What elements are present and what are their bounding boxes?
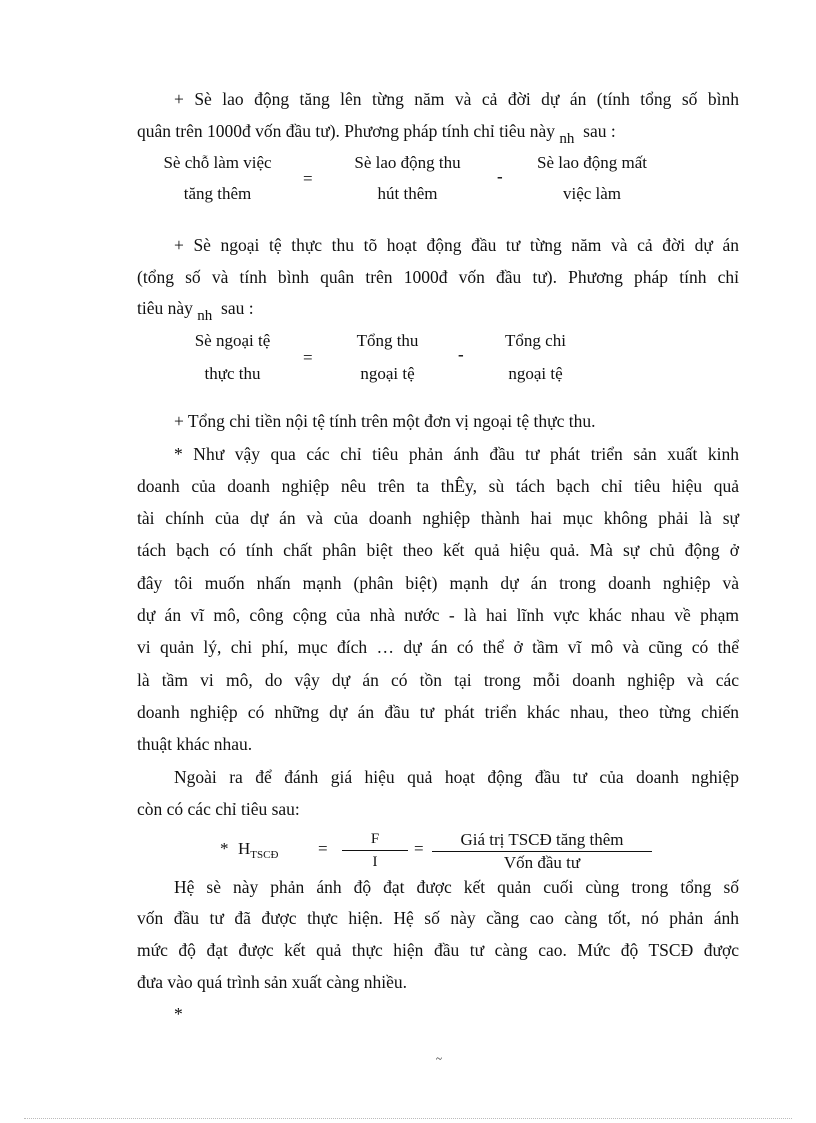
paragraph-foreign-suffix: sau : bbox=[221, 298, 254, 318]
nh-fragment: nh bbox=[559, 131, 575, 147]
nh-fragment: nh bbox=[197, 308, 213, 324]
formula3-h-subscript: TSCĐ bbox=[250, 849, 279, 861]
paragraph-foreign-line-2: (tổng số và tính bình quân trên 1000đ vốn đầu tư). Phương pháp tính chỉ bbox=[137, 267, 739, 287]
paragraph-summary-line-6: dự án vĩ mô, công cộng của nhà nước - là hai lĩnh vực khác nhau về phạm bbox=[137, 605, 739, 625]
formula2-minus: - bbox=[458, 345, 464, 364]
formula2-mid-top: Tổng thu bbox=[356, 331, 419, 350]
formula3-h-letter: H bbox=[238, 839, 251, 858]
formula3-numerator-f: F bbox=[370, 831, 380, 847]
paragraph-other-indicators-line-1: Ngoài ra để đánh giá hiệu quả hoạt động đầu tư của doanh nghiệp bbox=[174, 767, 739, 787]
paragraph-summary-line-1: * Như vậy qua các chỉ tiêu phản ánh đầu tư phát triển sản xuất kinh bbox=[174, 444, 739, 464]
formula1-right-top: Sè lao động mất bbox=[536, 153, 647, 172]
paragraph-domestic-cost: + Tổng chi tiền nội tệ tính trên một đơn vị ngoại tệ thực thu. bbox=[174, 411, 596, 431]
paragraph-coefficient-line-2: vốn đầu tư đã được thực hiện. Hệ số này cầng cao càng tốt, nó phản ánh bbox=[137, 908, 739, 928]
paragraph-foreign-line-3 bbox=[137, 297, 739, 324]
formula3-denominator-text: Vốn đầu tư bbox=[503, 853, 581, 872]
formula3-denominator-i: I bbox=[372, 854, 378, 870]
formula3-equals-2: = bbox=[414, 839, 424, 858]
paragraph-other-indicators-line-2: còn có các chỉ tiêu sau: bbox=[137, 799, 300, 819]
formula3-numerator-text: Giá trị TSCĐ tăng thêm bbox=[460, 830, 624, 849]
paragraph-summary-line-7: vi quản lý, chi phí, mục đích … dự án có thể ở tầm vĩ mô và cũng có thể bbox=[137, 637, 739, 657]
paragraph-summary-line-3: tài chính của dự án và của doanh nghiệp thành hai mục không phải là sự bbox=[137, 508, 739, 528]
paragraph-summary-line-4: tách bạch có tính chất phân biệt theo kết quả hiệu quả. Mà sự chủ động ở bbox=[137, 540, 739, 560]
paragraph-labor-line-2 bbox=[137, 120, 739, 147]
paragraph-foreign-line-1: + Sè ngoại tệ thực thu tõ hoạt động đầu tư từng năm và cả đời dự án bbox=[174, 235, 739, 255]
formula2-mid-bottom: ngoại tệ bbox=[360, 364, 415, 383]
paragraph-labor-text: quân trên 1000đ vốn đầu tư). Phương pháp tính chỉ tiêu này bbox=[137, 121, 556, 141]
formula1-right-bottom: việc làm bbox=[562, 184, 622, 203]
paragraph-summary-line-2: doanh của doanh nghiệp nêu trên ta thÊy, sù tách bạch chỉ tiêu hiệu quả bbox=[137, 476, 739, 496]
formula1-equals: = bbox=[303, 169, 313, 188]
formula1-mid-bottom: hút thêm bbox=[377, 184, 438, 203]
formula3-equals-1: = bbox=[318, 839, 328, 858]
paragraph-coefficient-line-1: Hệ sè này phản ánh độ đạt được kết quản cuối cùng trong tổng số bbox=[174, 877, 739, 897]
formula3-h bbox=[238, 838, 278, 862]
formula1-left-top: Sè chỗ làm việc bbox=[163, 153, 272, 172]
paragraph-foreign-text: tiêu này bbox=[137, 298, 193, 318]
page-bottom-divider bbox=[24, 1118, 792, 1119]
formula2-left-bottom: thực thu bbox=[204, 364, 261, 383]
page-mark: ~ bbox=[436, 1053, 442, 1065]
paragraph-summary-line-5: đây tôi muốn nhấn mạnh (phân biệt) mạnh dự án trong doanh nghiệp và bbox=[137, 573, 739, 593]
paragraph-summary-line-8: là tầm vi mô, do vậy dự án có tồn tại trong mỗi doanh nghiệp và các bbox=[137, 670, 739, 690]
paragraph-coefficient-line-4: đưa vào quá trình sản xuất càng nhiều. bbox=[137, 972, 407, 992]
formula2-left-top: Sè ngoại tệ bbox=[194, 331, 271, 350]
formula2-equals: = bbox=[303, 348, 313, 367]
formula1-mid-top: Sè lao động thu bbox=[354, 153, 461, 172]
formula3-star: * bbox=[220, 839, 229, 858]
paragraph-bullet-star: * bbox=[174, 1004, 183, 1024]
formula2-right-bottom: ngoại tệ bbox=[508, 364, 563, 383]
formula1-minus: - bbox=[497, 167, 503, 186]
paragraph-labor-line-1: + Sè lao động tăng lên từng năm và cả đời dự án (tính tổng số bình bbox=[174, 89, 739, 109]
paragraph-labor-suffix: sau : bbox=[583, 121, 616, 141]
formula2-right-top: Tổng chi bbox=[505, 331, 566, 350]
formula1-left-bottom: tăng thêm bbox=[183, 184, 252, 203]
paragraph-coefficient-line-3: mức độ đạt được kết quả thực hiện đầu tư càng cao. Mức độ TSCĐ được bbox=[137, 940, 739, 960]
paragraph-summary-line-10: thuật khác nhau. bbox=[137, 734, 253, 754]
paragraph-summary-line-9: doanh nghiệp có những dự án đầu tư phát triển khác nhau, theo từng chiến bbox=[137, 702, 739, 722]
